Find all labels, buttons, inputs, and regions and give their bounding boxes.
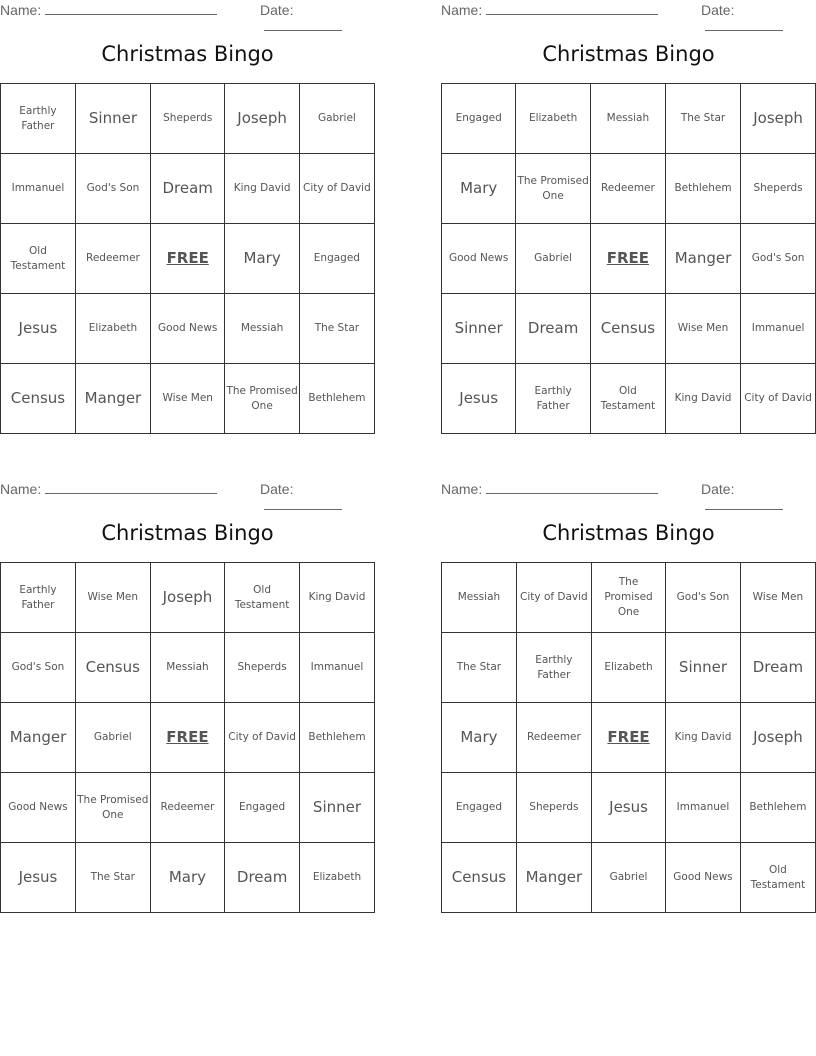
bingo-cell-redeemer[interactable]: Redeemer xyxy=(516,703,591,773)
date-line xyxy=(705,18,783,31)
name-field[interactable] xyxy=(441,2,658,18)
bingo-cell-immanuel[interactable]: Immanuel xyxy=(741,294,816,364)
bingo-cell-immanuel[interactable]: Immanuel xyxy=(1,154,76,224)
bingo-cell-wise-men[interactable]: Wise Men xyxy=(75,563,150,633)
grid-row xyxy=(442,224,816,294)
name-line xyxy=(486,2,658,15)
bingo-cell-the-promised-one[interactable]: The Promised One xyxy=(591,563,665,633)
bingo-cell-sheperds[interactable]: Sheperds xyxy=(516,773,591,843)
bingo-cell-immanuel[interactable]: Immanuel xyxy=(299,633,374,703)
grid-row xyxy=(1,224,375,294)
name-field[interactable] xyxy=(441,481,658,497)
grid-row xyxy=(442,154,816,224)
bingo-cell-dream[interactable]: Dream xyxy=(516,294,591,364)
name-field[interactable] xyxy=(0,481,217,497)
grid-row xyxy=(442,563,816,633)
bingo-cell-gabriel[interactable]: Gabriel xyxy=(591,843,665,913)
date-field[interactable] xyxy=(260,2,375,34)
bingo-cell-the-star[interactable]: The Star xyxy=(75,843,150,913)
date-line xyxy=(264,18,342,31)
date-field[interactable] xyxy=(701,481,816,513)
bingo-cell-earthly-father[interactable]: Earthly Father xyxy=(1,84,76,154)
bingo-cell-city-of-david[interactable]: City of David xyxy=(299,154,374,224)
bingo-cell-engaged[interactable]: Engaged xyxy=(299,224,374,294)
bingo-cell-wise-men[interactable]: Wise Men xyxy=(740,563,815,633)
card-title: Christmas Bingo xyxy=(542,42,715,66)
bingo-cell-messiah[interactable]: Messiah xyxy=(442,563,517,633)
bingo-cell-good-news[interactable]: Good News xyxy=(1,773,76,843)
bingo-cell-joseph[interactable]: Joseph xyxy=(150,563,225,633)
date-label: Date: xyxy=(701,2,735,18)
name-line xyxy=(45,481,217,494)
bingo-grid xyxy=(0,83,375,434)
bingo-cell-the-promised-one[interactable]: The Promised One xyxy=(516,154,591,224)
bingo-cell-messiah[interactable]: Messiah xyxy=(150,633,225,703)
grid-row xyxy=(442,703,816,773)
bingo-cell-engaged[interactable]: Engaged xyxy=(225,773,300,843)
bingo-cell-king-david[interactable]: King David xyxy=(665,364,740,434)
bingo-cell-mary[interactable]: Mary xyxy=(225,224,299,294)
grid-row xyxy=(442,84,816,154)
bingo-cell-sinner[interactable]: Sinner xyxy=(442,294,516,364)
bingo-cell-earthly-father[interactable]: Earthly Father xyxy=(1,563,76,633)
bingo-cell-jesus[interactable]: Jesus xyxy=(1,294,76,364)
bingo-cell-king-david[interactable]: King David xyxy=(225,154,299,224)
bingo-cell-good-news[interactable]: Good News xyxy=(442,224,516,294)
bingo-cell-gabriel[interactable]: Gabriel xyxy=(75,703,150,773)
bingo-cell-wise-men[interactable]: Wise Men xyxy=(151,364,225,434)
name-label: Name: xyxy=(0,2,42,18)
date-label: Date: xyxy=(260,2,294,18)
name-line xyxy=(45,2,217,15)
bingo-cell-sinner[interactable]: Sinner xyxy=(299,773,374,843)
grid-row xyxy=(1,703,375,773)
card-header xyxy=(0,479,375,499)
name-label: Name: xyxy=(0,481,42,497)
bingo-cell-king-david[interactable]: King David xyxy=(666,703,741,773)
bingo-cell-engaged[interactable]: Engaged xyxy=(442,84,516,154)
date-line xyxy=(705,497,783,510)
bingo-cell-redeemer[interactable]: Redeemer xyxy=(150,773,225,843)
bingo-cell-elizabeth[interactable]: Elizabeth xyxy=(591,633,665,703)
bingo-cell-sheperds[interactable]: Sheperds xyxy=(225,633,300,703)
bingo-grid xyxy=(441,562,816,913)
bingo-cell-census[interactable]: Census xyxy=(1,364,76,434)
grid-row xyxy=(1,843,375,913)
free-space[interactable]: FREE xyxy=(151,224,225,294)
bingo-cell-bethlehem[interactable]: Bethlehem xyxy=(299,703,374,773)
bingo-cell-bethlehem[interactable]: Bethlehem xyxy=(740,773,815,843)
grid-row xyxy=(442,633,816,703)
card-title: Christmas Bingo xyxy=(101,521,274,545)
bingo-cell-good-news[interactable]: Good News xyxy=(666,843,741,913)
grid-row xyxy=(1,773,375,843)
bingo-cell-manger[interactable]: Manger xyxy=(1,703,76,773)
bingo-cell-census[interactable]: Census xyxy=(75,633,150,703)
bingo-cell-census[interactable]: Census xyxy=(442,843,517,913)
bingo-cell-manger[interactable]: Manger xyxy=(665,224,740,294)
name-label: Name: xyxy=(441,481,483,497)
bingo-cell-city-of-david[interactable]: City of David xyxy=(225,703,300,773)
bingo-cell-the-promised-one[interactable]: The Promised One xyxy=(75,773,150,843)
bingo-cell-messiah[interactable]: Messiah xyxy=(590,84,665,154)
bingo-cell-old-testament[interactable]: Old Testament xyxy=(740,843,815,913)
bingo-cell-city-of-david[interactable]: City of David xyxy=(516,563,591,633)
bingo-cell-god-s-son[interactable]: God's Son xyxy=(75,154,150,224)
bingo-cell-bethlehem[interactable]: Bethlehem xyxy=(299,364,374,434)
bingo-cell-city-of-david[interactable]: City of David xyxy=(741,364,816,434)
bingo-cell-redeemer[interactable]: Redeemer xyxy=(590,154,665,224)
bingo-cell-mary[interactable]: Mary xyxy=(442,703,517,773)
bingo-cell-dream[interactable]: Dream xyxy=(225,843,300,913)
bingo-cell-wise-men[interactable]: Wise Men xyxy=(665,294,740,364)
bingo-cell-gabriel[interactable]: Gabriel xyxy=(516,224,591,294)
grid-row xyxy=(1,154,375,224)
date-field[interactable] xyxy=(260,481,375,513)
bingo-cell-sheperds[interactable]: Sheperds xyxy=(151,84,225,154)
bingo-grid xyxy=(0,562,375,913)
bingo-cell-elizabeth[interactable]: Elizabeth xyxy=(75,294,150,364)
bingo-cell-messiah[interactable]: Messiah xyxy=(225,294,299,364)
bingo-cell-the-star[interactable]: The Star xyxy=(665,84,740,154)
bingo-cell-good-news[interactable]: Good News xyxy=(151,294,225,364)
card-title: Christmas Bingo xyxy=(101,42,274,66)
bingo-cell-sinner[interactable]: Sinner xyxy=(666,633,741,703)
grid-row xyxy=(1,84,375,154)
grid-row xyxy=(442,364,816,434)
bingo-cell-dream[interactable]: Dream xyxy=(740,633,815,703)
free-space[interactable]: FREE xyxy=(590,224,665,294)
bingo-cell-mary[interactable]: Mary xyxy=(442,154,516,224)
bingo-cell-manger[interactable]: Manger xyxy=(516,843,591,913)
date-line xyxy=(264,497,342,510)
date-label: Date: xyxy=(701,481,735,497)
bingo-cell-engaged[interactable]: Engaged xyxy=(442,773,517,843)
bingo-cell-old-testament[interactable]: Old Testament xyxy=(590,364,665,434)
bingo-cell-joseph[interactable]: Joseph xyxy=(741,84,816,154)
card-header xyxy=(0,0,375,20)
grid-row xyxy=(1,294,375,364)
bingo-cell-god-s-son[interactable]: God's Son xyxy=(666,563,741,633)
bingo-cell-bethlehem[interactable]: Bethlehem xyxy=(665,154,740,224)
grid-row xyxy=(442,294,816,364)
grid-row xyxy=(442,773,816,843)
name-field[interactable] xyxy=(0,2,217,18)
bingo-cell-dream[interactable]: Dream xyxy=(151,154,225,224)
card-header xyxy=(441,0,816,20)
grid-row xyxy=(1,364,375,434)
bingo-cell-jesus[interactable]: Jesus xyxy=(442,364,516,434)
bingo-cell-the-promised-one[interactable]: The Promised One xyxy=(225,364,299,434)
bingo-cell-sinner[interactable]: Sinner xyxy=(75,84,150,154)
bingo-cell-earthly-father[interactable]: Earthly Father xyxy=(516,364,591,434)
bingo-cell-king-david[interactable]: King David xyxy=(299,563,374,633)
date-field[interactable] xyxy=(701,2,816,34)
date-label: Date: xyxy=(260,481,294,497)
bingo-cell-census[interactable]: Census xyxy=(590,294,665,364)
card-header xyxy=(441,479,816,499)
bingo-cell-joseph[interactable]: Joseph xyxy=(740,703,815,773)
bingo-cell-elizabeth[interactable]: Elizabeth xyxy=(299,843,374,913)
card-title: Christmas Bingo xyxy=(542,521,715,545)
bingo-cell-the-star[interactable]: The Star xyxy=(299,294,374,364)
grid-row xyxy=(1,563,375,633)
bingo-cell-old-testament[interactable]: Old Testament xyxy=(225,563,300,633)
bingo-cell-god-s-son[interactable]: God's Son xyxy=(741,224,816,294)
bingo-cell-redeemer[interactable]: Redeemer xyxy=(75,224,150,294)
bingo-cell-gabriel[interactable]: Gabriel xyxy=(299,84,374,154)
bingo-cell-elizabeth[interactable]: Elizabeth xyxy=(516,84,591,154)
bingo-cell-earthly-father[interactable]: Earthly Father xyxy=(516,633,591,703)
grid-row xyxy=(442,843,816,913)
bingo-cell-god-s-son[interactable]: God's Son xyxy=(1,633,76,703)
bingo-cell-jesus[interactable]: Jesus xyxy=(591,773,665,843)
bingo-cell-joseph[interactable]: Joseph xyxy=(225,84,299,154)
bingo-grid xyxy=(441,83,816,434)
bingo-cell-manger[interactable]: Manger xyxy=(75,364,150,434)
bingo-cell-the-star[interactable]: The Star xyxy=(442,633,517,703)
name-label: Name: xyxy=(441,2,483,18)
bingo-cell-mary[interactable]: Mary xyxy=(150,843,225,913)
name-line xyxy=(486,481,658,494)
bingo-cell-sheperds[interactable]: Sheperds xyxy=(741,154,816,224)
bingo-cell-immanuel[interactable]: Immanuel xyxy=(666,773,741,843)
free-space[interactable]: FREE xyxy=(150,703,225,773)
free-space[interactable]: FREE xyxy=(591,703,665,773)
bingo-cell-old-testament[interactable]: Old Testament xyxy=(1,224,76,294)
bingo-cell-jesus[interactable]: Jesus xyxy=(1,843,76,913)
grid-row xyxy=(1,633,375,703)
